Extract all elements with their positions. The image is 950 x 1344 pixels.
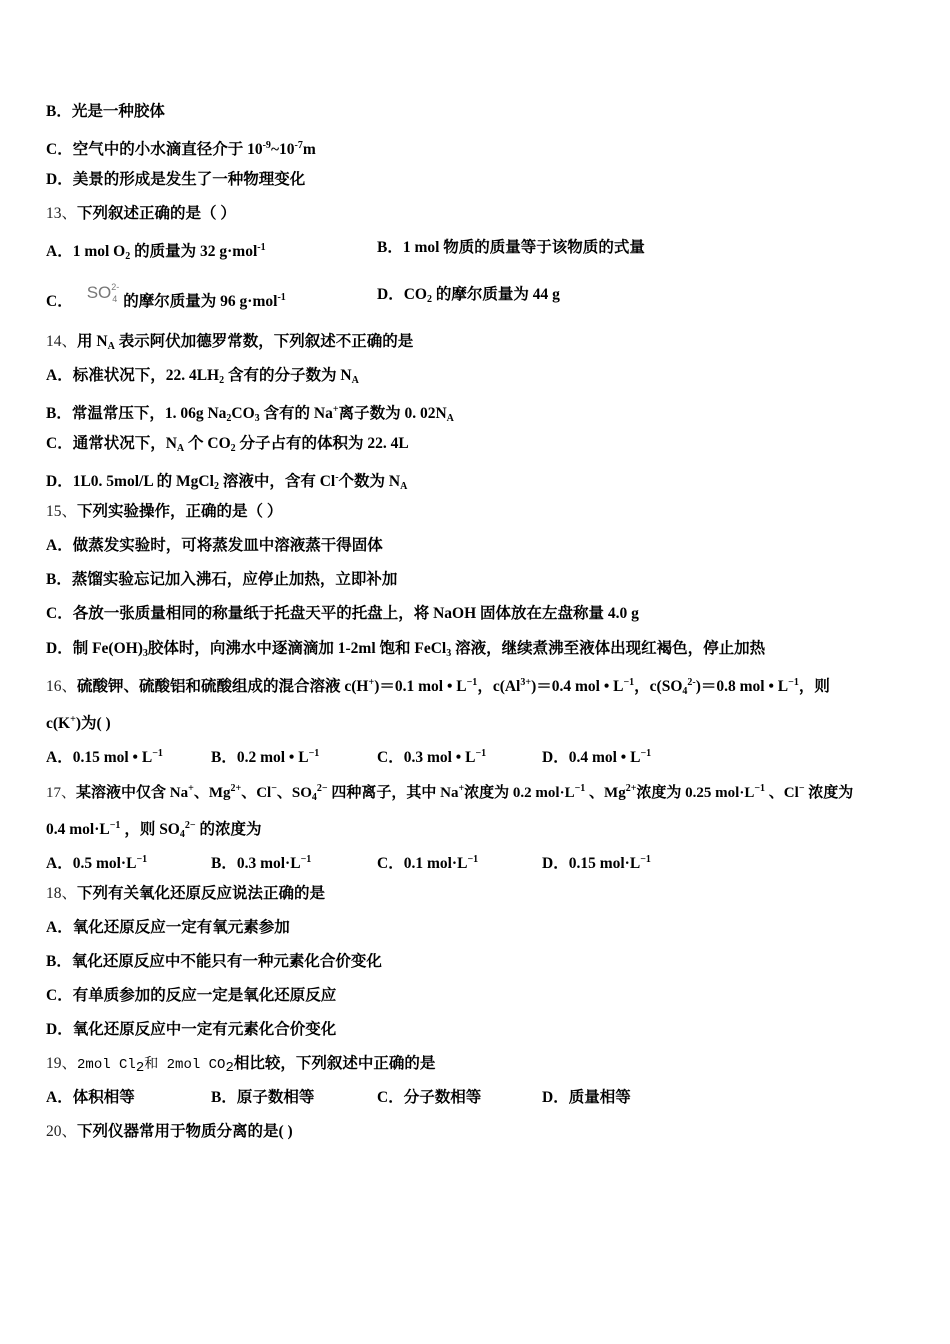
q16-option-a: A．0.15 mol • $L^{-1}$	[46, 748, 163, 766]
subscript: 3	[142, 648, 148, 659]
option-text: 的摩尔质量为 44 g	[431, 286, 560, 303]
option-text: 分子占有的体积为 22. 4L	[235, 435, 409, 452]
question-stem: 表示阿伏加德罗常数，下列叙述不正确的是	[114, 333, 414, 350]
q16-option-c: C．0.3 mol • $L^{-1}$	[377, 748, 487, 766]
option-text: 有单质参加的反应一定是氧化还原反应	[72, 987, 337, 1004]
option-text: 美景的形成是发生了一种物理变化	[72, 171, 306, 188]
q18-option-d	[46, 1020, 336, 1040]
option-label: D．	[46, 171, 73, 188]
superscript: -9	[262, 140, 271, 151]
option-text: 的摩尔质量为 96 g·mol	[123, 293, 278, 310]
superscript: -	[335, 472, 339, 483]
q14-stem	[46, 332, 413, 357]
q16-stem	[46, 673, 830, 702]
option-label: D．	[46, 1021, 73, 1038]
option-label: A．	[46, 367, 73, 384]
option-label: B．	[46, 405, 72, 422]
option-label: D．	[46, 640, 73, 657]
question-number: 15、	[46, 503, 78, 520]
q19-option-d: D．质量相等	[542, 1089, 631, 1106]
question-number: 14、	[46, 333, 78, 350]
question-number: 19、	[46, 1055, 78, 1072]
option-text: 1 mol O	[72, 243, 126, 260]
option-text: 1 mol 物质的质量等于该物质的式量	[402, 239, 645, 256]
option-text: 离子数为 0. 02N	[338, 405, 447, 422]
option-label: D．	[46, 473, 73, 490]
option-text: m	[302, 141, 316, 158]
option-label: C．	[46, 293, 73, 310]
subscript: 3	[254, 413, 260, 424]
question-stem: 下列仪器常用于物质分离的是( )	[77, 1123, 293, 1140]
subscript: 4	[682, 686, 688, 697]
option-label: D．	[377, 286, 404, 303]
option-text: 通常状况下，N	[72, 435, 177, 452]
subscript: 2	[213, 481, 219, 492]
option-text: 氧化还原反应一定有氧元素参加	[72, 919, 290, 936]
option-text: 制 Fe(OH)	[72, 640, 143, 657]
q14-option-c	[46, 434, 409, 459]
question-stem: )＝0.1 mol • L	[374, 678, 467, 695]
q15-option-d	[46, 639, 765, 664]
subscript: A	[400, 481, 408, 492]
option-text: 含有的分子数为 N	[224, 367, 352, 384]
q20-stem	[46, 1122, 293, 1142]
question-stem: 下列实验操作，正确的是（ ）	[77, 503, 283, 520]
subscript: A	[107, 341, 115, 352]
option-text: 蒸馏实验忘记加入沸石，应停止加热，立即补加	[71, 571, 398, 588]
option-text: 的质量为 32 g·mol	[130, 243, 258, 260]
q13-stem	[46, 204, 236, 224]
question-number: 20、	[46, 1123, 78, 1140]
option-text: CO	[231, 405, 255, 422]
q14-option-b	[46, 400, 454, 429]
q14-option-d	[46, 468, 407, 497]
option-text: 标准状况下，22. 4LH	[72, 367, 220, 384]
q15-option-c	[46, 604, 639, 624]
option-text: 光是一种胶体	[71, 103, 165, 120]
q13-option-a	[46, 238, 266, 267]
superscript: +	[368, 677, 375, 688]
q16-option-b: B．0.2 mol • $L^{-1}$	[211, 748, 320, 766]
superscript: −1	[788, 677, 799, 688]
subscript: 2	[226, 413, 232, 424]
question-number: 16、	[46, 678, 78, 695]
question-stem: )＝0.4 mol • L	[531, 678, 624, 695]
option-text: 胶体时，向沸水中逐滴滴加 1-2ml 饱和 FeCl	[147, 640, 447, 657]
q17-stem-line2: 0.4 $mol\cdot L^{-1}$ ，则 $SO_4^{2-}$ 的浓度为	[46, 820, 262, 840]
q15-stem	[46, 502, 282, 522]
subscript: 3	[446, 648, 452, 659]
option-text: 个数为 N	[338, 473, 401, 490]
question-stem: 硫酸钾、硫酸铝和硫酸组成的混合溶液 c(H	[77, 678, 369, 695]
option-text: 溶液，继续煮沸至液体出现红褐色，停止加热	[451, 640, 766, 657]
option-label: A．	[46, 919, 73, 936]
option-text: 含有的 Na	[259, 405, 333, 422]
superscript: 3+	[520, 677, 532, 688]
q13-option-c	[46, 282, 286, 317]
q12-option-c	[46, 136, 316, 160]
subscript: 2	[219, 375, 225, 386]
option-label: B．	[377, 239, 403, 256]
superscript: −1	[466, 677, 478, 688]
q16-option-d: D．0.4 mol • $L^{-1}$	[542, 748, 652, 766]
superscript: -1	[277, 292, 286, 303]
option-text: 常温常压下，1. 06g Na	[71, 405, 227, 422]
option-text: CO	[403, 286, 427, 303]
q19-option-b: B．原子数相等	[211, 1089, 315, 1106]
q18-stem	[46, 884, 325, 904]
subscript: 2	[125, 251, 131, 262]
option-text: 空气中的小水滴直径介于 10	[72, 141, 263, 158]
q18-option-b	[46, 952, 382, 972]
q18-option-c	[46, 986, 336, 1006]
q12-option-d	[46, 170, 305, 190]
option-label: B．	[46, 953, 72, 970]
q17-option-c: C．0.1 $mol\cdot L^{-1}$	[377, 854, 479, 872]
q15-option-b	[46, 570, 397, 590]
q17-option-a: A．0.5 $mol\cdot L^{-1}$	[46, 854, 148, 872]
question-stem: 下列叙述正确的是（ ）	[77, 205, 236, 222]
subscript: A	[446, 413, 454, 424]
superscript: +	[70, 714, 76, 725]
q17-option-b: B．0.3 $mol\cdot L^{-1}$	[211, 854, 312, 872]
option-label: B．	[46, 103, 72, 120]
option-label: C．	[46, 987, 73, 1004]
q19-option-c: C．分子数相等	[377, 1089, 482, 1106]
superscript: −1	[623, 677, 635, 688]
option-text: 氧化还原反应中不能只有一种元素化合价变化	[71, 953, 382, 970]
superscript: -1	[257, 242, 266, 253]
option-label: C．	[46, 141, 73, 158]
option-label: A．	[46, 537, 73, 554]
q19-option-a: A．体积相等	[46, 1089, 135, 1106]
superscript: -7	[294, 140, 303, 151]
superscript: +	[332, 404, 339, 415]
question-stem: 下列有关氧化还原反应说法正确的是	[77, 885, 326, 902]
question-stem: ，c(SO	[634, 678, 683, 695]
question-stem: )＝0.8 mol • L	[695, 678, 789, 695]
question-stem: ，c(Al	[477, 678, 521, 695]
option-text: 个 CO	[184, 435, 231, 452]
question-number: 18、	[46, 885, 78, 902]
question-stem: ，则	[798, 678, 830, 695]
question-number: 17、	[46, 785, 77, 801]
option-label: C．	[46, 435, 73, 452]
subscript: 2	[426, 294, 432, 305]
q13-option-d	[377, 285, 560, 310]
option-label: B．	[46, 571, 72, 588]
question-stem: )为( )	[75, 715, 111, 732]
subscript: A	[176, 443, 185, 454]
option-text: 氧化还原反应中一定有元素化合价变化	[72, 1021, 337, 1038]
subscript: 2	[230, 443, 236, 454]
q17-option-d: D．0.15 $mol\cdot L^{-1}$	[542, 854, 651, 872]
q18-option-a	[46, 918, 290, 938]
q19-stem: 19、2mol Cl2和 2mol CO2相比较，下列叙述中正确的是	[46, 1055, 436, 1076]
option-text: 溶液中，含有 Cl	[218, 473, 336, 490]
question-stem: 用 N	[77, 333, 108, 350]
q14-option-a	[46, 366, 359, 391]
question-number: 13、	[46, 205, 78, 222]
option-label: A．	[46, 243, 73, 260]
q12-option-b	[46, 102, 165, 122]
option-text: 1L0. 5mol/L 的 MgCl	[72, 473, 214, 490]
q16-stem-line2	[46, 710, 111, 734]
sulfate-ion-formula-image: $SO^{2-}_4$	[86, 282, 120, 304]
option-text: 做蒸发实验时，可将蒸发皿中溶液蒸干得固体	[72, 537, 383, 554]
subscript: A	[351, 375, 359, 386]
superscript: 2-	[687, 677, 696, 688]
option-label: C．	[46, 605, 73, 622]
option-text: ~10	[270, 141, 295, 158]
q13-option-b	[377, 238, 645, 258]
q15-option-a	[46, 536, 383, 556]
q17-stem: 17、某溶液中仅含 Na+、$Mg^{2+}$、Cl−、$SO_4^{2-}$ 四种离子，其中 Na+浓度为 0.2 $mol\cdot L^{-1}$ 、$Mg^{2+}$浓度为 0.25 $mol\cdot L^{-1}$ 、Cl− 浓度为	[46, 783, 854, 803]
question-stem: c(K	[46, 715, 71, 732]
option-text: 各放一张质量相同的称量纸于托盘天平的托盘上，将 NaOH 固体放在左盘称量 4.0 g	[72, 605, 639, 622]
